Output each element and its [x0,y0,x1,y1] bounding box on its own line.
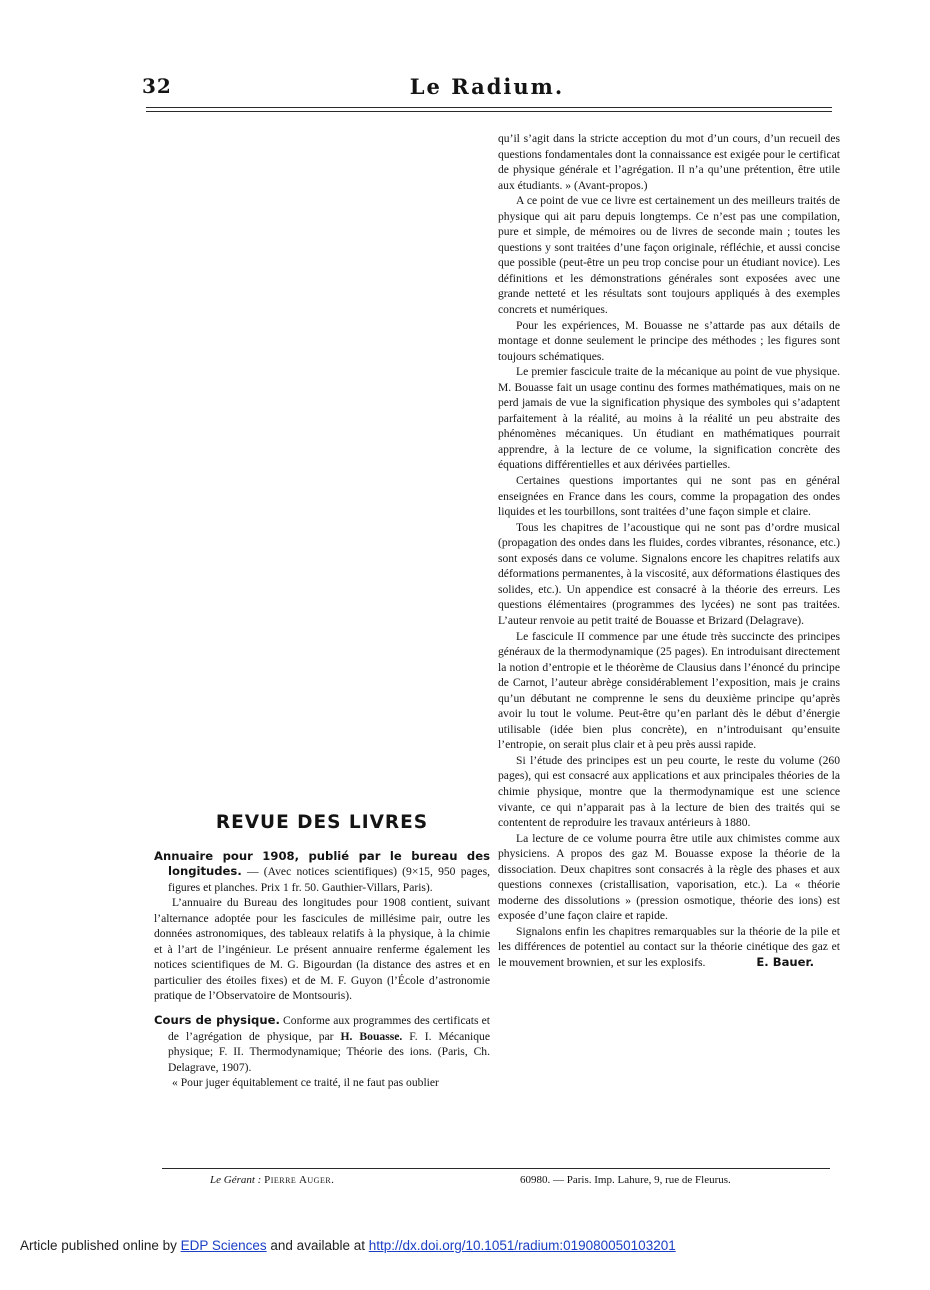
paragraph-last [498,924,840,971]
entry-title: Annuaire pour 1908, publié par le bureau des longitudes. [154,848,490,879]
footer-gerant [210,1174,334,1186]
gerant-label: Le Gérant : [210,1174,262,1186]
paragraph-text: Signalons enfin les chapitres remarquables sur la théorie de la pile et les différences de potentiel au contact sur la théorie cinétique des gaz et le mouvement brownien, et sur les explosifs. [498,924,840,969]
paragraph: Certaines questions importantes qui ne sont pas en général enseignées en France dans les cours, comme la propagation des ondes liquides et les tourbillons, sont traitées d’une façon simple et claire. [498,474,840,519]
header-rule-lower [146,111,832,112]
right-column [498,131,840,971]
footer-printer: 60980. — Paris. Imp. Lahure, 9, rue de Fleurus. [520,1174,731,1186]
left-column [154,812,490,1091]
entry-author: H. Bouasse. [340,1029,403,1043]
page-number: 32 [142,74,172,98]
entry-details-post: F. I. Mécanique physique; F. II. Thermodynamique; Théorie des ions. (Paris, Ch. Delagrave, 1907). [168,1029,490,1074]
paragraph: qu’il s’agit dans la stricte acception du mot d’un cours, d’un recueil des questions fondamentales dont la connaissance est exigée pour le certificat de physique générale et l’agrégation. Il n’a qu’une prétention, être utile aux étudiants. » (Avant-propos.) [498,132,840,192]
banner-prefix: Article published online by [20,1238,181,1253]
publisher-link[interactable]: EDP Sciences [180,1238,267,1253]
entry-details: — (Avec notices scientifiques) (9×15, 950 pages, figures et planches. Prix 1 fr. 50. Gauthier-Villars, Paris). [168,865,490,894]
paragraph: Tous les chapitres de l’acoustique qui ne sont pas d’ordre musical (propagation des ondes dans les fluides, cordes vibrantes, résonance, etc.) sont exposés dans ce volume. Signalons encore les chapitres relatifs aux déformations permanentes, à la viscosité, aux déformations élastiques des solides, etc.). Un appendice est consacré à la théorie des erreurs. Les questions élémentaires (programmes des lycées) ne sont pas traitées. L’auteur renvoie au petit traité de Bouasse et Brizard (Delagrave). [498,520,840,627]
journal-title: Le Radium. [409,74,565,99]
quote-start: « Pour juger équitablement ce traité, il ne faut pas oublier [172,1076,439,1090]
header-rule [146,107,832,108]
paragraph: Pour les expériences, M. Bouasse ne s’attarde pas aux détails de montage et donne seulement le principe des méthodes ; les figures sont toujours schématiques. [498,318,840,363]
footer-rule [162,1168,830,1169]
paragraph: Si l’étude des principes est un peu courte, le reste du volume (260 pages), qui est consacré aux applications et aux principales théories de la chimie physique, montre que la thermodynamique est une science vivante, ce qui n’apparait pas à la lecture de bien des traités qui se contentent de reproduire les travaux antérieurs à 1880. [498,753,840,830]
gerant-name: Pierre Auger. [264,1174,335,1186]
paragraph: Le fascicule II commence par une étude très succincte des principes généraux de la thermodynamique (25 pages). En introduisant directement la notion d’entropie et le théorème de Clausius dans l’énoncé du principe de Carnot, l’auteur abrège considérablement l’exposition, mais je crains qu’un débutant ne comprenne le sens du deuxième principe qu’après avoir lu tout le volume. Peut-être qu’en parlant dès le début d’énergie utilisable (idée bien plus concrète), en n’introduisant qu’ensuite l’entropie, on serait plus clair et à peu près aussi rapide. [498,629,840,752]
publication-banner [20,1238,676,1253]
book-entry-cours [154,1013,490,1075]
paragraph: Le premier fascicule traite de la mécanique au point de vue physique. M. Bouasse fait un usage continu des formes mathématiques, mais on ne perd jamais de vue la signification physique des symboles qui s’adaptent parfaitement à la réalité, au moins à la réalité un peu abstraite des phénomènes mécaniques. Un étudiant en mathématiques pourrait apprendre, à la lecture de ce volume, la signification concrète des équations différentielles et aux dérivées partielles. [498,365,840,472]
book-entry-annuaire [154,849,490,896]
page-header [142,74,832,104]
paragraph: A ce point de vue ce livre est certainement un des meilleurs traités de physique qui ait paru depuis longtemps. Ce n’est pas une compilation, pure et simple, de mémoires ou de livres de seconde main ; toutes les questions y sont traitées d’une façon originale, réfléchie, et aussi concise que possible (peut-être un peu trop concise pour un étudiant novice). Les définitions et les démonstrations générales sont exposées avec une grande netteté et les résultats sont toujours appliqués à des exemples concrets et numériques. [498,194,840,317]
entry-body: L’annuaire du Bureau des longitudes pour 1908 contient, suivant l’alternance adoptée pour les fascicules de millésime pair, outre les données astronomiques, des tableaux relatifs à la physique, à la chimie et à l’art de l’ingénieur. Le présent annuaire renferme également les notices scientifiques de M. G. Bigourdan (la distance des astres et en particulier des étoiles fixes) et de M. F. Guyon (l’École d’astronomie pratique de l’Observatoire de Montsouris). [154,896,490,1003]
entry-details: Conforme aux programmes des certificats et de l’agrégation de physique, par [168,1014,490,1043]
banner-middle: and available at [266,1238,369,1253]
entry-title: Cours de physique. [154,1013,280,1028]
author-signature: E. Bauer. [756,954,814,969]
doi-link[interactable]: http://dx.doi.org/10.1051/radium:019080050103201 [368,1238,676,1253]
section-title: REVUE DES LIVRES [215,812,429,833]
paragraph: La lecture de ce volume pourra être utile aux chimistes comme aux physiciens. A propos des gaz M. Bouasse expose la théorie de la dissociation. Deux chapitres sont consacrés à la règle des phases et aux questions connexes (cristallisation, vaporisation, etc.). La « théorie moderne des dissolutions » (pression osmotique, théorie des ions) est exposée d’une façon claire et rapide. [498,831,840,923]
